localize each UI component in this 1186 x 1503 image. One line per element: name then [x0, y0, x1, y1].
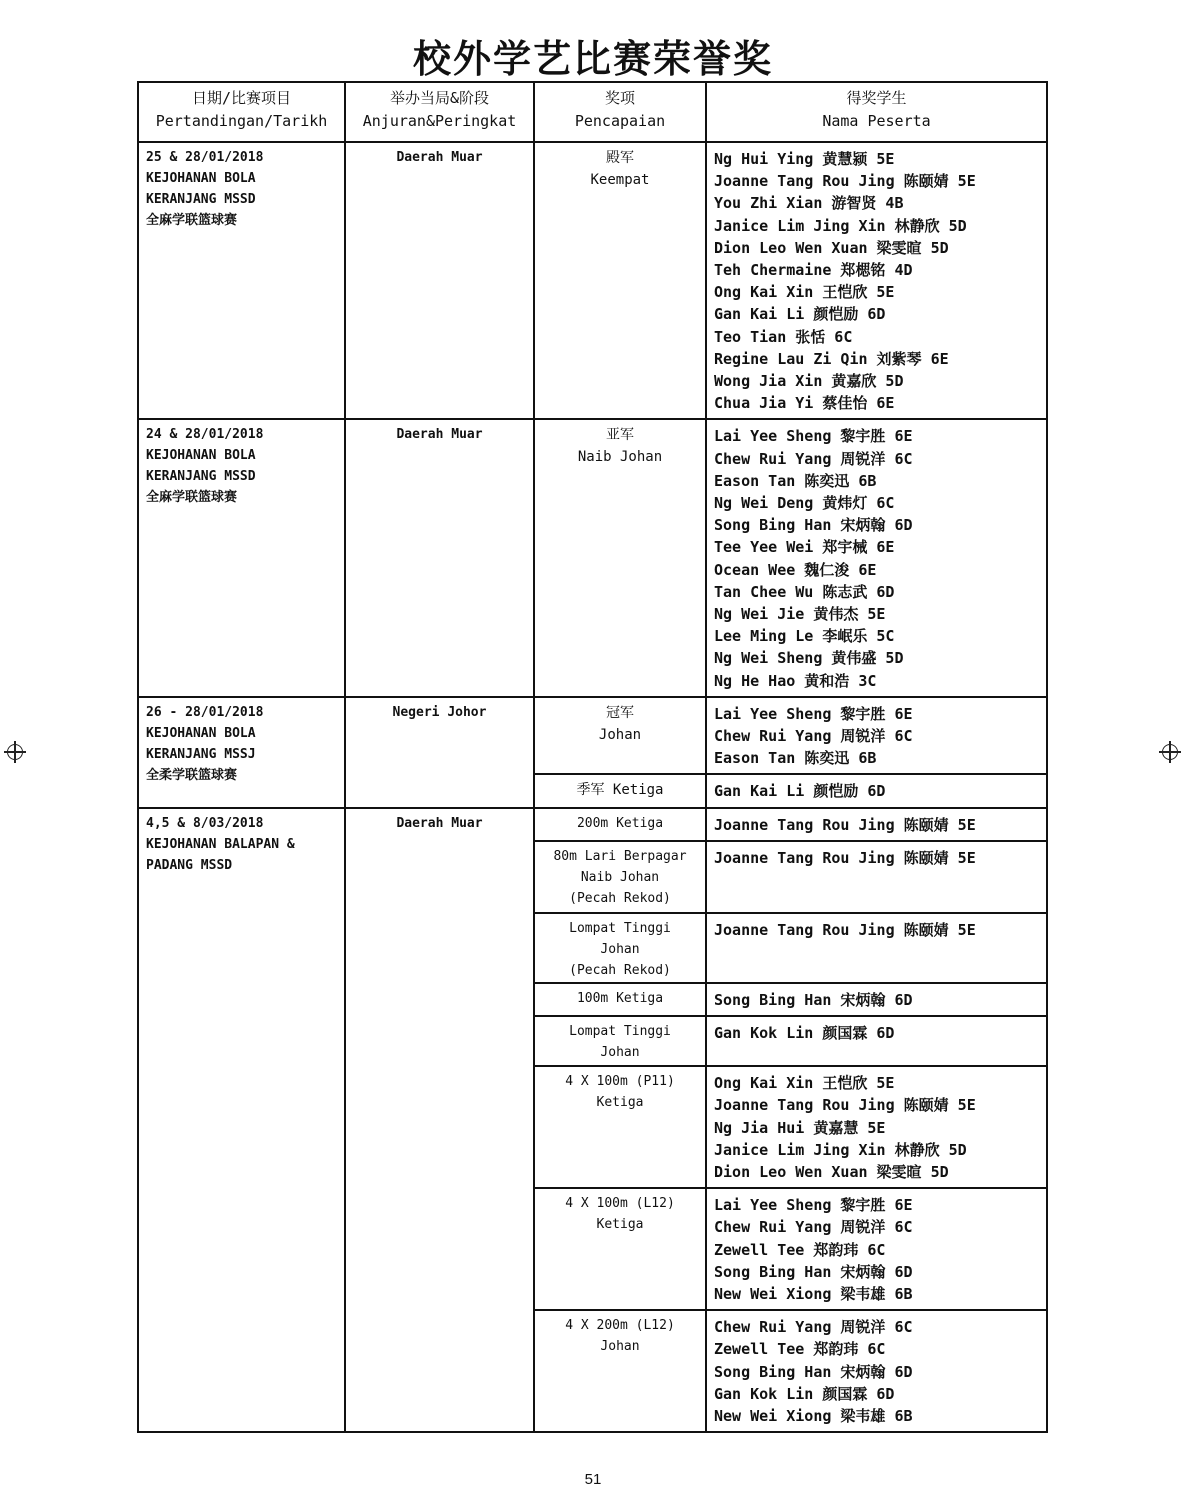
event-name-line: KEJOHANAN BOLA	[146, 448, 256, 464]
student-name: Chew Rui Yang 周锐洋 6C	[714, 727, 913, 746]
names-cell	[706, 419, 1047, 696]
page-number: 51	[584, 1471, 602, 1488]
header-line: Anjuran&Peringkat	[362, 112, 517, 130]
student-name: Gan Kok Lin 颜国霖 6D	[714, 1024, 895, 1043]
event-cell	[138, 697, 345, 808]
student-name: Chew Rui Yang 周锐洋 6C	[714, 1218, 913, 1237]
event-cell	[138, 142, 345, 419]
student-name: Eason Tan 陈奕迅 6B	[714, 749, 877, 768]
student-name: Joanne Tang Rou Jing 陈颐婧 5E	[714, 172, 976, 191]
table-row	[138, 697, 1047, 775]
award-line: (Pecah Rekod)	[569, 890, 671, 906]
student-name: Regine Lau Zi Qin 刘紫琴 6E	[714, 349, 949, 368]
event-date: 24 & 28/01/2018	[146, 427, 264, 443]
event-cell	[138, 419, 345, 696]
student-name: Song Bing Han 宋炳翰 6D	[714, 990, 913, 1009]
header-line: 得奖学生	[846, 89, 907, 107]
award-line: Johan	[600, 1045, 640, 1061]
student-name: Eason Tan 陈奕迅 6B	[714, 471, 877, 490]
names-cell	[706, 808, 1047, 841]
award-cell	[534, 1310, 706, 1432]
student-name: Gan Kai Li 颜恺励 6D	[714, 305, 886, 324]
award-cell	[534, 841, 706, 913]
student-name: Tan Chee Wu 陈志武 6D	[714, 582, 895, 601]
student-name: Lai Yee Sheng 黎宇胜 6E	[714, 1196, 913, 1215]
student-name: Joanne Tang Rou Jing 陈颐婧 5E	[714, 1096, 976, 1115]
student-name: You Zhi Xian 游智贤 4B	[714, 194, 904, 213]
event-cell	[138, 808, 345, 1432]
student-name: Ng Wei Jie 黄伟杰 5E	[714, 605, 886, 624]
student-name: Lai Yee Sheng 黎宇胜 6E	[714, 704, 913, 723]
header-cell-award	[534, 82, 706, 142]
student-name: Dion Leo Wen Xuan 梁雯暄 5D	[714, 238, 949, 257]
student-name: Janice Lim Jing Xin 林静欣 5D	[714, 1140, 967, 1159]
header-line: 举办当局&阶段	[389, 89, 490, 107]
student-name: Gan Kok Lin 颜国霖 6D	[714, 1384, 895, 1403]
award-line: 80m Lari Berpagar	[553, 848, 687, 864]
student-name: Ng Hui Ying 黄慧颍 5E	[714, 150, 895, 168]
student-name: Song Bing Han 宋炳翰 6D	[714, 516, 913, 535]
table-row	[138, 142, 1047, 419]
award-line: (Pecah Rekod)	[569, 962, 671, 978]
student-name: Teh Chermaine 郑楒铭 4D	[714, 261, 913, 280]
names-cell	[706, 697, 1047, 775]
table-row	[138, 808, 1047, 841]
award-cell	[534, 1188, 706, 1310]
award-cell	[534, 142, 706, 419]
award-line: 100m Ketiga	[576, 990, 664, 1006]
student-name: Joanne Tang Rou Jing 陈颐婧 5E	[714, 815, 976, 834]
header-line: Pertandingan/Tarikh	[155, 112, 328, 130]
student-name: Chua Jia Yi 蔡佳怡 6E	[714, 394, 895, 413]
table-row	[138, 419, 1047, 696]
event-name-line: KEJOHANAN BALAPAN &	[146, 836, 295, 852]
page-title: 校外学艺比赛荣誉奖	[412, 37, 773, 81]
student-name: Song Bing Han 宋炳翰 6D	[714, 1262, 913, 1281]
award-cell	[534, 808, 706, 841]
student-name: Song Bing Han 宋炳翰 6D	[714, 1362, 913, 1381]
student-name: Teo Tian 张恬 6C	[714, 327, 853, 346]
header-row	[138, 82, 1047, 142]
student-name: Joanne Tang Rou Jing 陈颐婧 5E	[714, 920, 976, 939]
award-cell	[534, 774, 706, 807]
student-name: Lee Ming Le 李岷乐 5C	[714, 627, 895, 646]
organizer-cell: Negeri Johor	[345, 697, 534, 808]
event-name-line: KEJOHANAN BOLA	[146, 171, 256, 186]
student-name: Joanne Tang Rou Jing 陈颐婧 5E	[714, 848, 976, 867]
award-line: 殿军	[606, 150, 634, 166]
student-name: Janice Lim Jing Xin 林静欣 5D	[714, 216, 967, 235]
award-line: 4 X 100m (P11)	[565, 1074, 675, 1090]
student-name: Zewell Tee 郑韵玮 6C	[714, 1240, 886, 1259]
student-name: Chew Rui Yang 周锐洋 6C	[714, 449, 913, 468]
header-line: Nama Peserta	[822, 112, 931, 130]
header-cell-organizer	[345, 82, 534, 142]
award-line: Naib Johan	[580, 869, 660, 885]
event-name-line: 全麻学联篮球赛	[146, 213, 238, 228]
student-name: Dion Leo Wen Xuan 梁雯暄 5D	[714, 1162, 949, 1181]
header-cell-names	[706, 82, 1047, 142]
event-name-line: KERANJANG MSSD	[146, 469, 256, 485]
student-name: Tee Yee Wei 郑宇械 6E	[714, 538, 895, 557]
student-name: Zewell Tee 郑韵玮 6C	[714, 1340, 886, 1359]
event-name-line: 全柔学联篮球赛	[146, 767, 238, 783]
student-name: Ocean Wee 魏仁浚 6E	[714, 560, 877, 579]
names-cell	[706, 1066, 1047, 1188]
names-cell	[706, 913, 1047, 983]
event-name-line: KEJOHANAN BOLA	[146, 725, 256, 741]
student-name: Chew Rui Yang 周锐洋 6C	[714, 1318, 913, 1337]
names-cell	[706, 1188, 1047, 1310]
header-line: 日期/比赛项目	[191, 89, 292, 107]
award-line: Lompat Tinggi	[569, 1024, 671, 1040]
student-name: Ong Kai Xin 王恺欣 5E	[714, 283, 895, 302]
event-name-line: KERANJANG MSSD	[146, 192, 256, 207]
award-line: Keempat	[590, 172, 650, 188]
award-line: Ketiga	[596, 1095, 644, 1111]
names-cell	[706, 142, 1047, 419]
award-line: Ketiga	[596, 1217, 644, 1233]
award-line: Johan	[600, 941, 640, 957]
names-cell	[706, 774, 1047, 807]
student-name: Ng Wei Sheng 黄伟盛 5D	[714, 649, 904, 668]
names-cell	[706, 1310, 1047, 1432]
names-cell	[706, 841, 1047, 913]
award-line: 冠军	[606, 704, 634, 721]
award-cell	[534, 1016, 706, 1066]
student-name: New Wei Xiong 梁韦雄 6B	[714, 1406, 913, 1425]
event-name-line: KERANJANG MSSJ	[146, 746, 256, 762]
header-line: Pencapaian	[574, 112, 666, 130]
names-cell	[706, 983, 1047, 1016]
organizer-cell: Daerah Muar	[345, 808, 534, 1432]
student-name: Ng Wei Deng 黄炜灯 6C	[714, 494, 895, 513]
award-line: Naib Johan	[577, 449, 663, 466]
table-body	[138, 142, 1047, 1432]
award-line: 4 X 200m (L12)	[565, 1318, 675, 1334]
organizer-cell: Daerah Muar	[345, 142, 534, 419]
event-date: 4,5 & 8/03/2018	[146, 815, 264, 831]
student-name: Ng Jia Hui 黄嘉慧 5E	[714, 1118, 886, 1137]
header-cell-event	[138, 82, 345, 142]
event-name-line: 全麻学联篮球赛	[146, 490, 238, 506]
event-name-line: PADANG MSSD	[146, 857, 233, 873]
event-date: 25 & 28/01/2018	[146, 150, 264, 165]
award-line: Johan	[598, 726, 642, 743]
award-line: 亚军	[606, 427, 634, 444]
award-cell	[534, 983, 706, 1016]
names-cell	[706, 1016, 1047, 1066]
student-name: Gan Kai Li 颜恺励 6D	[714, 782, 886, 801]
student-name: New Wei Xiong 梁韦雄 6B	[714, 1284, 913, 1303]
student-name: Wong Jia Xin 黄嘉欣 5D	[714, 372, 904, 391]
student-name: Ong Kai Xin 王恺欣 5E	[714, 1074, 895, 1093]
award-cell	[534, 913, 706, 983]
award-cell	[534, 697, 706, 775]
registration-mark-icon	[1159, 741, 1181, 763]
organizer-cell: Daerah Muar	[345, 419, 534, 696]
award-line: Johan	[600, 1339, 640, 1355]
award-line: 4 X 100m (L12)	[565, 1196, 675, 1212]
award-line: Lompat Tinggi	[569, 920, 671, 936]
award-cell	[534, 1066, 706, 1188]
award-cell	[534, 419, 706, 696]
awards-table	[137, 81, 1048, 1433]
registration-mark-icon	[4, 741, 26, 763]
header-line: 奖项	[604, 89, 635, 107]
award-line: 200m Ketiga	[576, 815, 664, 831]
event-date: 26 - 28/01/2018	[146, 704, 264, 720]
student-name: Ng He Hao 黄和浩 3C	[714, 671, 877, 690]
student-name: Lai Yee Sheng 黎宇胜 6E	[714, 427, 913, 446]
award-line: 季军 Ketiga	[576, 782, 664, 799]
